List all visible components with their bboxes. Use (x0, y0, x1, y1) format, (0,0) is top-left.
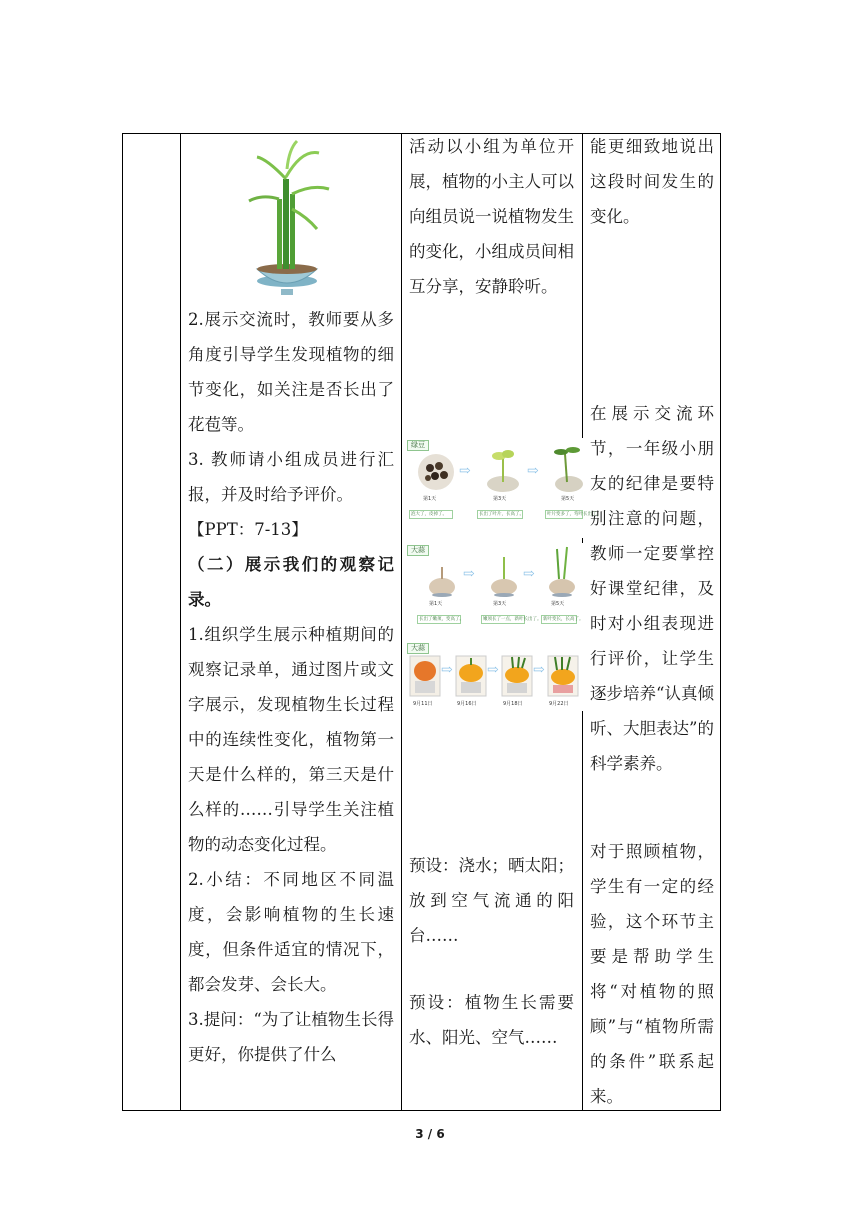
observation-caption: 长出了嫩须，变高了。 (419, 617, 464, 622)
day-label: 第3天 (493, 601, 507, 607)
arrow-right-icon: ⇨ (533, 662, 545, 678)
arrow-right-icon: ⇨ (463, 566, 475, 582)
arrow-right-icon: ⇨ (441, 662, 453, 678)
garlic-photo (545, 545, 579, 597)
procedure-column (188, 302, 394, 1072)
table-col-divider (122, 133, 123, 1111)
arrow-right-icon: ⇨ (459, 463, 471, 479)
procedure-summary: 2.小结：不同地区不同温度，会影响植物的生长速度，但条件适宜的情况下，都会发芽、会长大。 (188, 870, 394, 994)
day-label: 第1天 (423, 496, 437, 502)
date-label: 9月18日 (503, 701, 523, 707)
procedure-step-3: 3. 教师请小组成员进行汇报，并及时给予评价。 (188, 450, 394, 504)
date-label: 9月22日 (549, 701, 569, 707)
date-label: 9月16日 (457, 701, 477, 707)
drawing-photo (409, 655, 441, 697)
page-number: 3 / 6 (415, 1127, 445, 1141)
day-label: 第3天 (493, 496, 507, 502)
student-preset-block (409, 848, 574, 953)
drawing-photo (547, 655, 579, 697)
observation-caption: 长出了叶片，长高了。 (479, 512, 524, 517)
arrow-right-icon: ⇨ (523, 566, 535, 582)
design-intent-1: 能更细致地说出这段时间发生的变化。 (590, 137, 714, 226)
design-intent-2: 在展示交流环节，一年级小朋友的纪律是要特别注意的问题，教师一定要掌控好课堂纪律，及时对小组表现进行评价，让学生逐步培养“认真倾听、大胆表达”的科学素养。 (590, 404, 714, 773)
student-preset-block (409, 985, 574, 1055)
table-col-divider (180, 133, 181, 1111)
student-activity-text: 活动以小组为单位开展，植物的小主人可以向组员说一说植物发生的变化，小组成员间相互分享，安静聆听。 (409, 137, 574, 296)
observation-caption: 嫩须长了一点，新叶长出了。 (483, 617, 542, 622)
plant-label: 大蒜 (407, 545, 429, 556)
procedure-step-2: 2.展示交流时，教师要从多角度引导学生发现植物的细节变化，如关注是否长出了花苞等。 (188, 310, 394, 434)
garlic-photo (487, 551, 521, 597)
design-intent-block (590, 834, 714, 1114)
ppt-reference: 【PPT：7-13】 (188, 520, 308, 539)
plant-label: 绿豆 (407, 440, 429, 451)
observation-caption: 叶片变多了，弯叶长出了。 (547, 512, 601, 517)
table-col-divider (401, 133, 402, 1111)
procedure-step-1: 1.组织学生展示种植期间的观察记录单，通过图片或文字展示，发现植物生长过程中的连续性变化，植物第一天是什么样的，第三天是什么样的……引导学生关注植物的动态变化过程。 (188, 625, 394, 854)
seed-photo (417, 452, 455, 492)
garlic-photo (425, 557, 459, 597)
day-label: 第5天 (551, 601, 565, 607)
observation-record-garlic (405, 543, 583, 643)
table-col-divider (720, 133, 721, 1111)
plant-label: 大蒜 (407, 643, 429, 654)
lesson-table (122, 133, 721, 1111)
preset-answer-1: 预设：浇水；晒太阳；放到空气流通的阳台…… (409, 856, 574, 945)
arrow-right-icon: ⇨ (527, 463, 539, 479)
procedure-question: 3.提问：“为了让植物生长得更好，你提供了什么 (188, 1010, 394, 1064)
observation-caption: 泡大了，皮掉了。 (409, 510, 453, 519)
date-label: 9月11日 (413, 701, 433, 707)
sprout-photo (483, 440, 523, 494)
observation-record-mungbean (405, 438, 601, 538)
drawing-photo (455, 655, 487, 697)
day-label: 第1天 (429, 601, 443, 607)
drawing-photo (501, 655, 533, 697)
student-activity-column (409, 129, 574, 304)
design-intent-column (590, 129, 714, 234)
design-intent-3: 对于照顾植物，学生有一定的经验，这个环节主要是帮助学生将“对植物的照顾”与“植物所需的条件”联系起来。 (590, 842, 714, 1106)
arrow-right-icon: ⇨ (487, 662, 499, 678)
observation-record-drawings (405, 641, 583, 711)
bamboo-plant-image (237, 139, 337, 299)
seedling-photo (551, 440, 583, 494)
section-heading: （二）展示我们的观察记录。 (188, 555, 394, 609)
design-intent-block (590, 396, 714, 781)
preset-answer-2: 预设：植物生长需要水、阳光、空气…… (409, 993, 574, 1047)
observation-caption: 新叶变长，长高了。 (543, 617, 584, 622)
day-label: 第5天 (561, 496, 575, 502)
